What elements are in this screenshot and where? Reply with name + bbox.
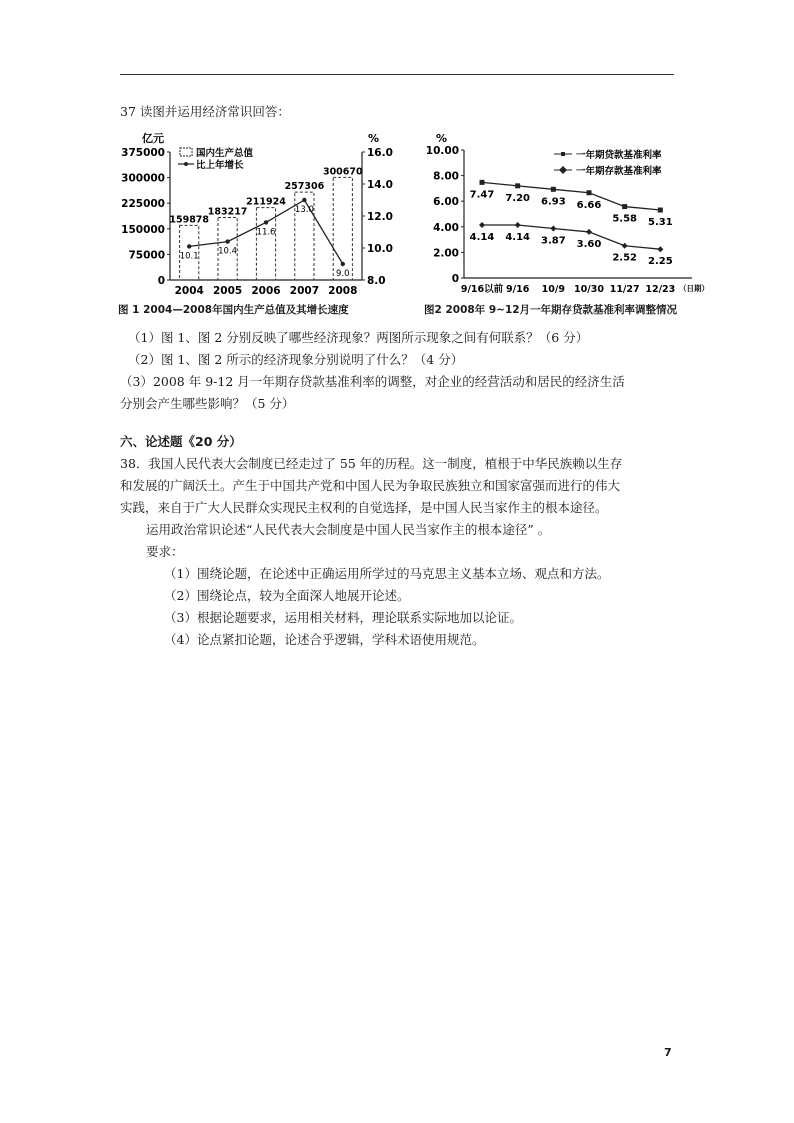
fig2-loan-rate-label: 7.20 <box>505 192 531 204</box>
fig1-bar-label: 211924 <box>246 196 286 208</box>
fig1-right-tick-label: 12.0 <box>367 211 393 223</box>
req-1: （1）围绕论题，在论述中正确运用所学过的马克思主义基本立场、观点和方法。 <box>164 566 610 581</box>
fig1-growth-label: 13.0 <box>294 205 314 215</box>
fig1-category-label: 2004 <box>174 285 204 297</box>
q37-title: 37 读图并运用经济常识回答： <box>120 104 290 119</box>
fig1-growth-point <box>187 244 191 248</box>
fig1-bar-label: 159878 <box>169 214 210 226</box>
fig2-loan-rate-label: 5.31 <box>647 217 673 229</box>
fig2-y-tick-label: 4.00 <box>433 221 459 234</box>
req-2: （2）围绕论点，较为全面深人地展开论述。 <box>164 588 410 603</box>
fig2-loan-rate-point <box>515 183 520 188</box>
fig1-legend-bar: 国内生产总值 <box>196 148 254 159</box>
fig2-legend-loan: 一年期贷款基准利率 <box>576 150 662 161</box>
fig1-category-label: 2007 <box>289 285 320 297</box>
fig1-growth-point <box>341 262 345 266</box>
fig2-deposit-rate-label: 3.60 <box>576 238 602 250</box>
fig2-deposit-rate-point <box>586 229 592 235</box>
q38-line2: 和发展的广阔沃土。产生于中国共产党和中国人民为争取民族独立和国家富强而进行的伟大 <box>120 478 621 493</box>
q37-sub1: （1）图 1、图 2 分别反映了哪些经济现象？两图所示现象之间有何联系？（6 分） <box>128 330 589 345</box>
fig2-deposit-rate-label: 2.25 <box>647 256 673 268</box>
fig1-category-label: 2005 <box>212 285 243 297</box>
fig2-legend-deposit-marker <box>559 166 567 174</box>
figure1-gdp-chart <box>118 128 408 308</box>
section6-heading: 六、论述题《20 分） <box>120 434 242 449</box>
fig1-growth-point <box>264 220 268 224</box>
fig1-bar-label: 300670 <box>322 166 363 178</box>
fig2-deposit-rate-label: 4.14 <box>505 232 531 244</box>
q37-sub3-line2: 分别会产生哪些影响？（5 分） <box>120 396 295 411</box>
q38-line1: 38．我国人民代表大会制度已经走过了 55 年的历程。这一制度，植根于中华民族赖以生存 <box>120 456 623 471</box>
fig2-category-label: 10/30 <box>574 284 604 295</box>
req-label: 要求： <box>146 544 184 559</box>
fig1-right-tick-label: 8.0 <box>367 275 386 287</box>
fig1-category-label: 2006 <box>251 285 281 297</box>
fig2-caption: 图2 2008年 9~12月一年期存贷款基准利率调整情况 <box>424 304 678 316</box>
fig2-y-tick-label: 0 <box>451 273 459 285</box>
fig1-left-tick-label: 75000 <box>128 249 165 262</box>
header-rule <box>120 74 674 75</box>
fig2-loan-rate-point <box>658 208 663 213</box>
req-4: （4）论点紧扣论题，论述合乎逻辑，学科术语使用规范。 <box>164 632 485 647</box>
fig2-loan-rate-point <box>622 204 627 209</box>
fig2-deposit-rate-point <box>550 225 556 231</box>
fig2-deposit-rate-point <box>479 222 485 228</box>
fig2-loan-rate-label: 6.93 <box>540 196 566 208</box>
fig1-category-label: 2008 <box>328 285 358 297</box>
fig2-deposit-rate-label: 3.87 <box>540 235 566 247</box>
fig1-right-tick-label: 16.0 <box>367 147 393 159</box>
fig2-loan-rate-point <box>551 187 556 192</box>
fig2-deposit-rate-label: 2.52 <box>612 252 638 264</box>
q37-sub2: （2）图 1、图 2 所示的经济现象分别说明了什么？（4 分） <box>128 352 464 367</box>
q38-task: 运用政治常识论述“人民代表大会制度是中国人民当家作主的根本途径” 。 <box>146 522 551 537</box>
fig1-growth-point <box>302 198 306 202</box>
fig2-legend-deposit: 一年期存款基准利率 <box>576 166 662 177</box>
fig2-loan-rate-point <box>480 180 485 185</box>
fig2-category-label: 11/27 <box>609 284 640 295</box>
fig1-legend-line-marker <box>184 162 188 166</box>
fig2-loan-rate-point <box>587 190 592 195</box>
fig2-category-label: 10/9 <box>541 284 565 295</box>
page-number: 7 <box>664 1046 672 1059</box>
q38-line3: 实践，来自于广大人民群众实现民主权利的自觉选择，是中国人民当家作主的根本途径。 <box>120 500 608 515</box>
fig1-right-tick-label: 10.0 <box>367 243 393 255</box>
fig2-loan-rate-label: 6.66 <box>576 199 602 211</box>
fig1-left-tick-label: 300000 <box>121 172 165 185</box>
fig2-deposit-rate-point <box>622 243 628 249</box>
fig2-loan-rate-label: 7.47 <box>469 189 495 201</box>
fig1-right-tick-label: 14.0 <box>367 179 393 191</box>
fig1-left-tick-label: 375000 <box>121 147 165 159</box>
fig2-category-label: 9/16 <box>506 284 530 295</box>
fig2-y-unit: % <box>436 132 448 145</box>
fig1-growth-label: 10.1 <box>179 251 199 262</box>
fig2-y-tick-label: 10.00 <box>425 145 459 157</box>
fig1-right-unit: % <box>368 132 380 145</box>
fig1-growth-label: 11.6 <box>256 227 276 238</box>
fig2-category-label: 12/23 <box>645 284 676 295</box>
req-3: （3）根据论题要求，运用相关材料，理论联系实际地加以论证。 <box>164 610 522 625</box>
fig1-bar-label: 257306 <box>284 181 325 193</box>
fig2-y-tick-label: 2.00 <box>433 247 459 260</box>
fig1-left-tick-label: 0 <box>157 275 165 287</box>
fig1-bar-label: 183217 <box>207 206 248 218</box>
fig1-left-tick-label: 150000 <box>121 223 165 236</box>
fig1-legend-line: 比上年增长 <box>196 160 244 171</box>
fig1-legend-bar-swatch <box>180 148 192 156</box>
figure2-interest-rate-chart <box>420 128 716 308</box>
fig1-growth-point <box>225 239 229 243</box>
fig2-category-label: 9/16以前 <box>460 284 504 295</box>
fig2-deposit-rate-label: 4.14 <box>469 232 495 244</box>
fig2-deposit-rate-point <box>515 222 521 228</box>
fig2-y-tick-label: 6.00 <box>433 196 459 209</box>
fig1-caption: 图 1 2004—2008年国内生产总值及其增长速度 <box>118 304 349 316</box>
fig2-deposit-rate-point <box>657 246 663 252</box>
fig2-y-tick-label: 8.00 <box>433 170 459 183</box>
q37-sub3-line1: （3）2008 年 9-12 月一年期存贷款基准利率的调整，对企业的经营活动和居民的经济生活 <box>120 374 625 389</box>
fig2-x-unit: （日期） <box>679 284 709 293</box>
fig1-growth-label: 10.4 <box>218 246 238 257</box>
fig1-left-unit: 亿元 <box>142 132 164 145</box>
fig2-loan-rate-label: 5.58 <box>612 213 638 225</box>
fig1-left-tick-label: 225000 <box>121 198 165 211</box>
fig1-growth-label: 9.0 <box>336 269 350 279</box>
